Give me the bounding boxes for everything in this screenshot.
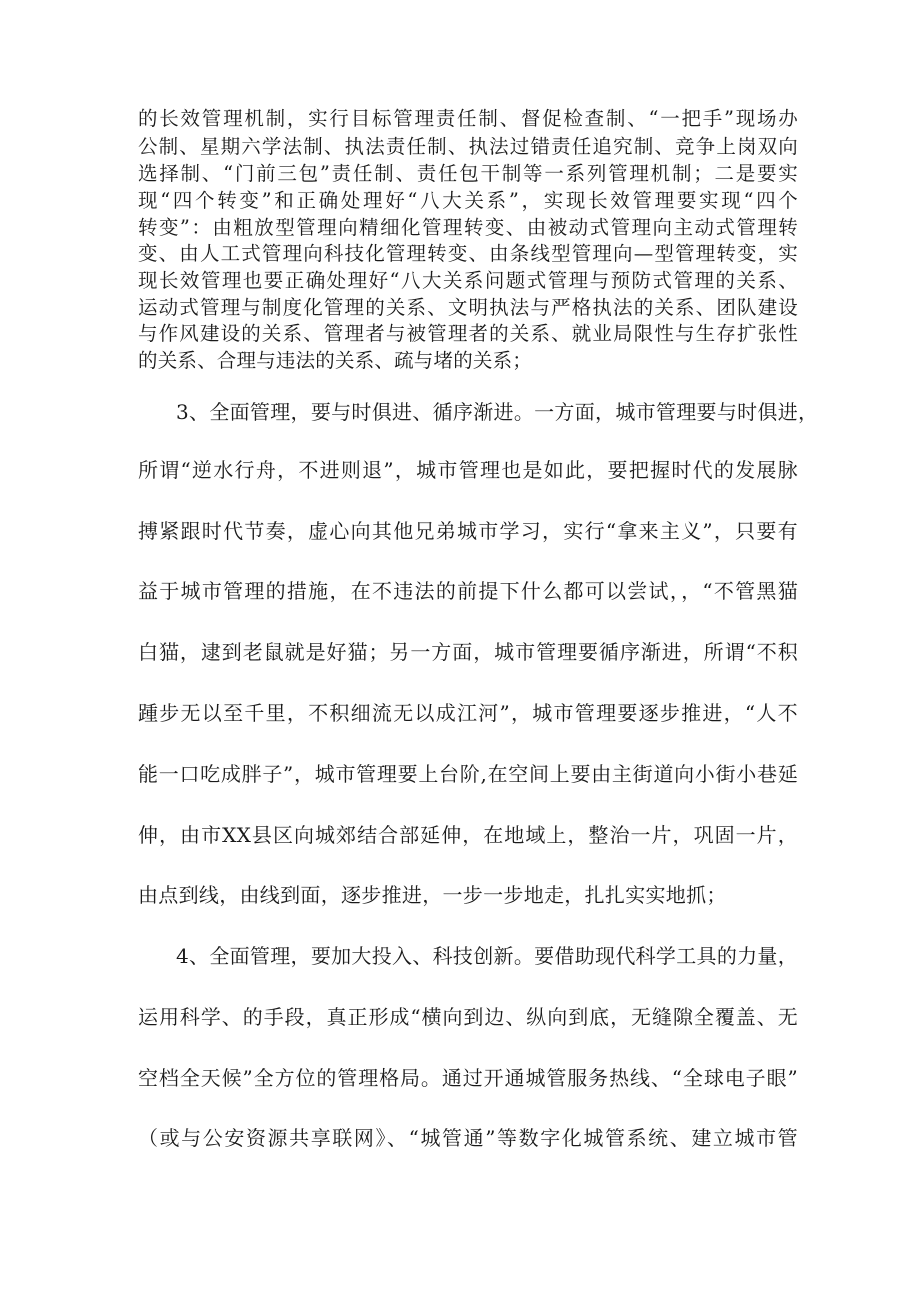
text-line: 踵步无以至千里，不积细流无以成江河”，城市管理要逐步推进，“人不 bbox=[138, 701, 798, 725]
text-line: 现长效管理也要正确处理好“八大关系问题式管理与预防式管理的关系、 bbox=[138, 269, 798, 292]
text-line: 益于城市管理的措施，在不违法的前提下什么都可以尝试，，“不管黑猫 bbox=[138, 579, 798, 603]
text-line: （或与公安资源共享联网》、“城管通”等数字化城管系统、建立城市管 bbox=[138, 1126, 798, 1150]
text-line: 空档全天候”全方位的管理格局。通过开通城管服务热线、“全球电子眼” bbox=[138, 1066, 798, 1090]
text-line: 公制、星期六学法制、执法责任制、执法过错责任追究制、竞争上岗双向 bbox=[138, 135, 798, 158]
text-line: 白猫，逮到老鼠就是好猫；另一方面，城市管理要循序渐进，所谓“不积 bbox=[138, 640, 798, 664]
text-line: 选择制、“门前三包”责任制、责任包干制等一系列管理机制；二是要实 bbox=[138, 162, 798, 185]
text-line: 由点到线，由线到面，逐步推进，一步一步地走，扎扎实实地抓； bbox=[138, 883, 727, 907]
text-line: 与作风建设的关系、管理者与被管理者的关系、就业局限性与生存扩张性 bbox=[138, 322, 798, 345]
text-line: 伸，由市XX县区向城郊结合部延伸，在地域上，整治一片，巩固一片， bbox=[138, 823, 798, 847]
text-line: 现“四个转变”和正确处理好“八大关系”，实现长效管理要实现“四个 bbox=[138, 189, 798, 212]
text-line: 能一口吃成胖子”，城市管理要上台阶,在空间上要由主街道向小街小巷延 bbox=[138, 762, 798, 786]
text-line: 变、由人工式管理向科技化管理转变、由条线型管理向—型管理转变，实 bbox=[138, 242, 798, 265]
text-line: 转变”：由粗放型管理向精细化管理转变、由被动式管理向主动式管理转 bbox=[138, 216, 798, 239]
text-line: 运动式管理与制度化管理的关系、文明执法与严格执法的关系、团队建设 bbox=[138, 296, 798, 319]
text-line: 的长效管理机制，实行目标管理责任制、督促检查制、“一把手”现场办 bbox=[138, 107, 798, 130]
text-line: 4、全面管理，要加大投入、科技创新。要借助现代科学工具的力量， bbox=[176, 944, 799, 968]
text-line: 所谓“逆水行舟，不进则退”，城市管理也是如此，要把握时代的发展脉 bbox=[138, 458, 798, 482]
text-line: 的关系、合理与违法的关系、疏与堵的关系； bbox=[138, 349, 533, 372]
text-line: 运用科学、的手段，真正形成“横向到边、纵向到底，无缝隙全覆盖、无 bbox=[138, 1005, 798, 1029]
text-line: 3、全面管理，要与时俱进、循序渐进。一方面，城市管理要与时俱进， bbox=[176, 400, 819, 424]
text-line: 搏紧跟时代节奏，虚心向其他兄弟城市学习，实行“拿来主义”，只要有 bbox=[138, 519, 798, 543]
